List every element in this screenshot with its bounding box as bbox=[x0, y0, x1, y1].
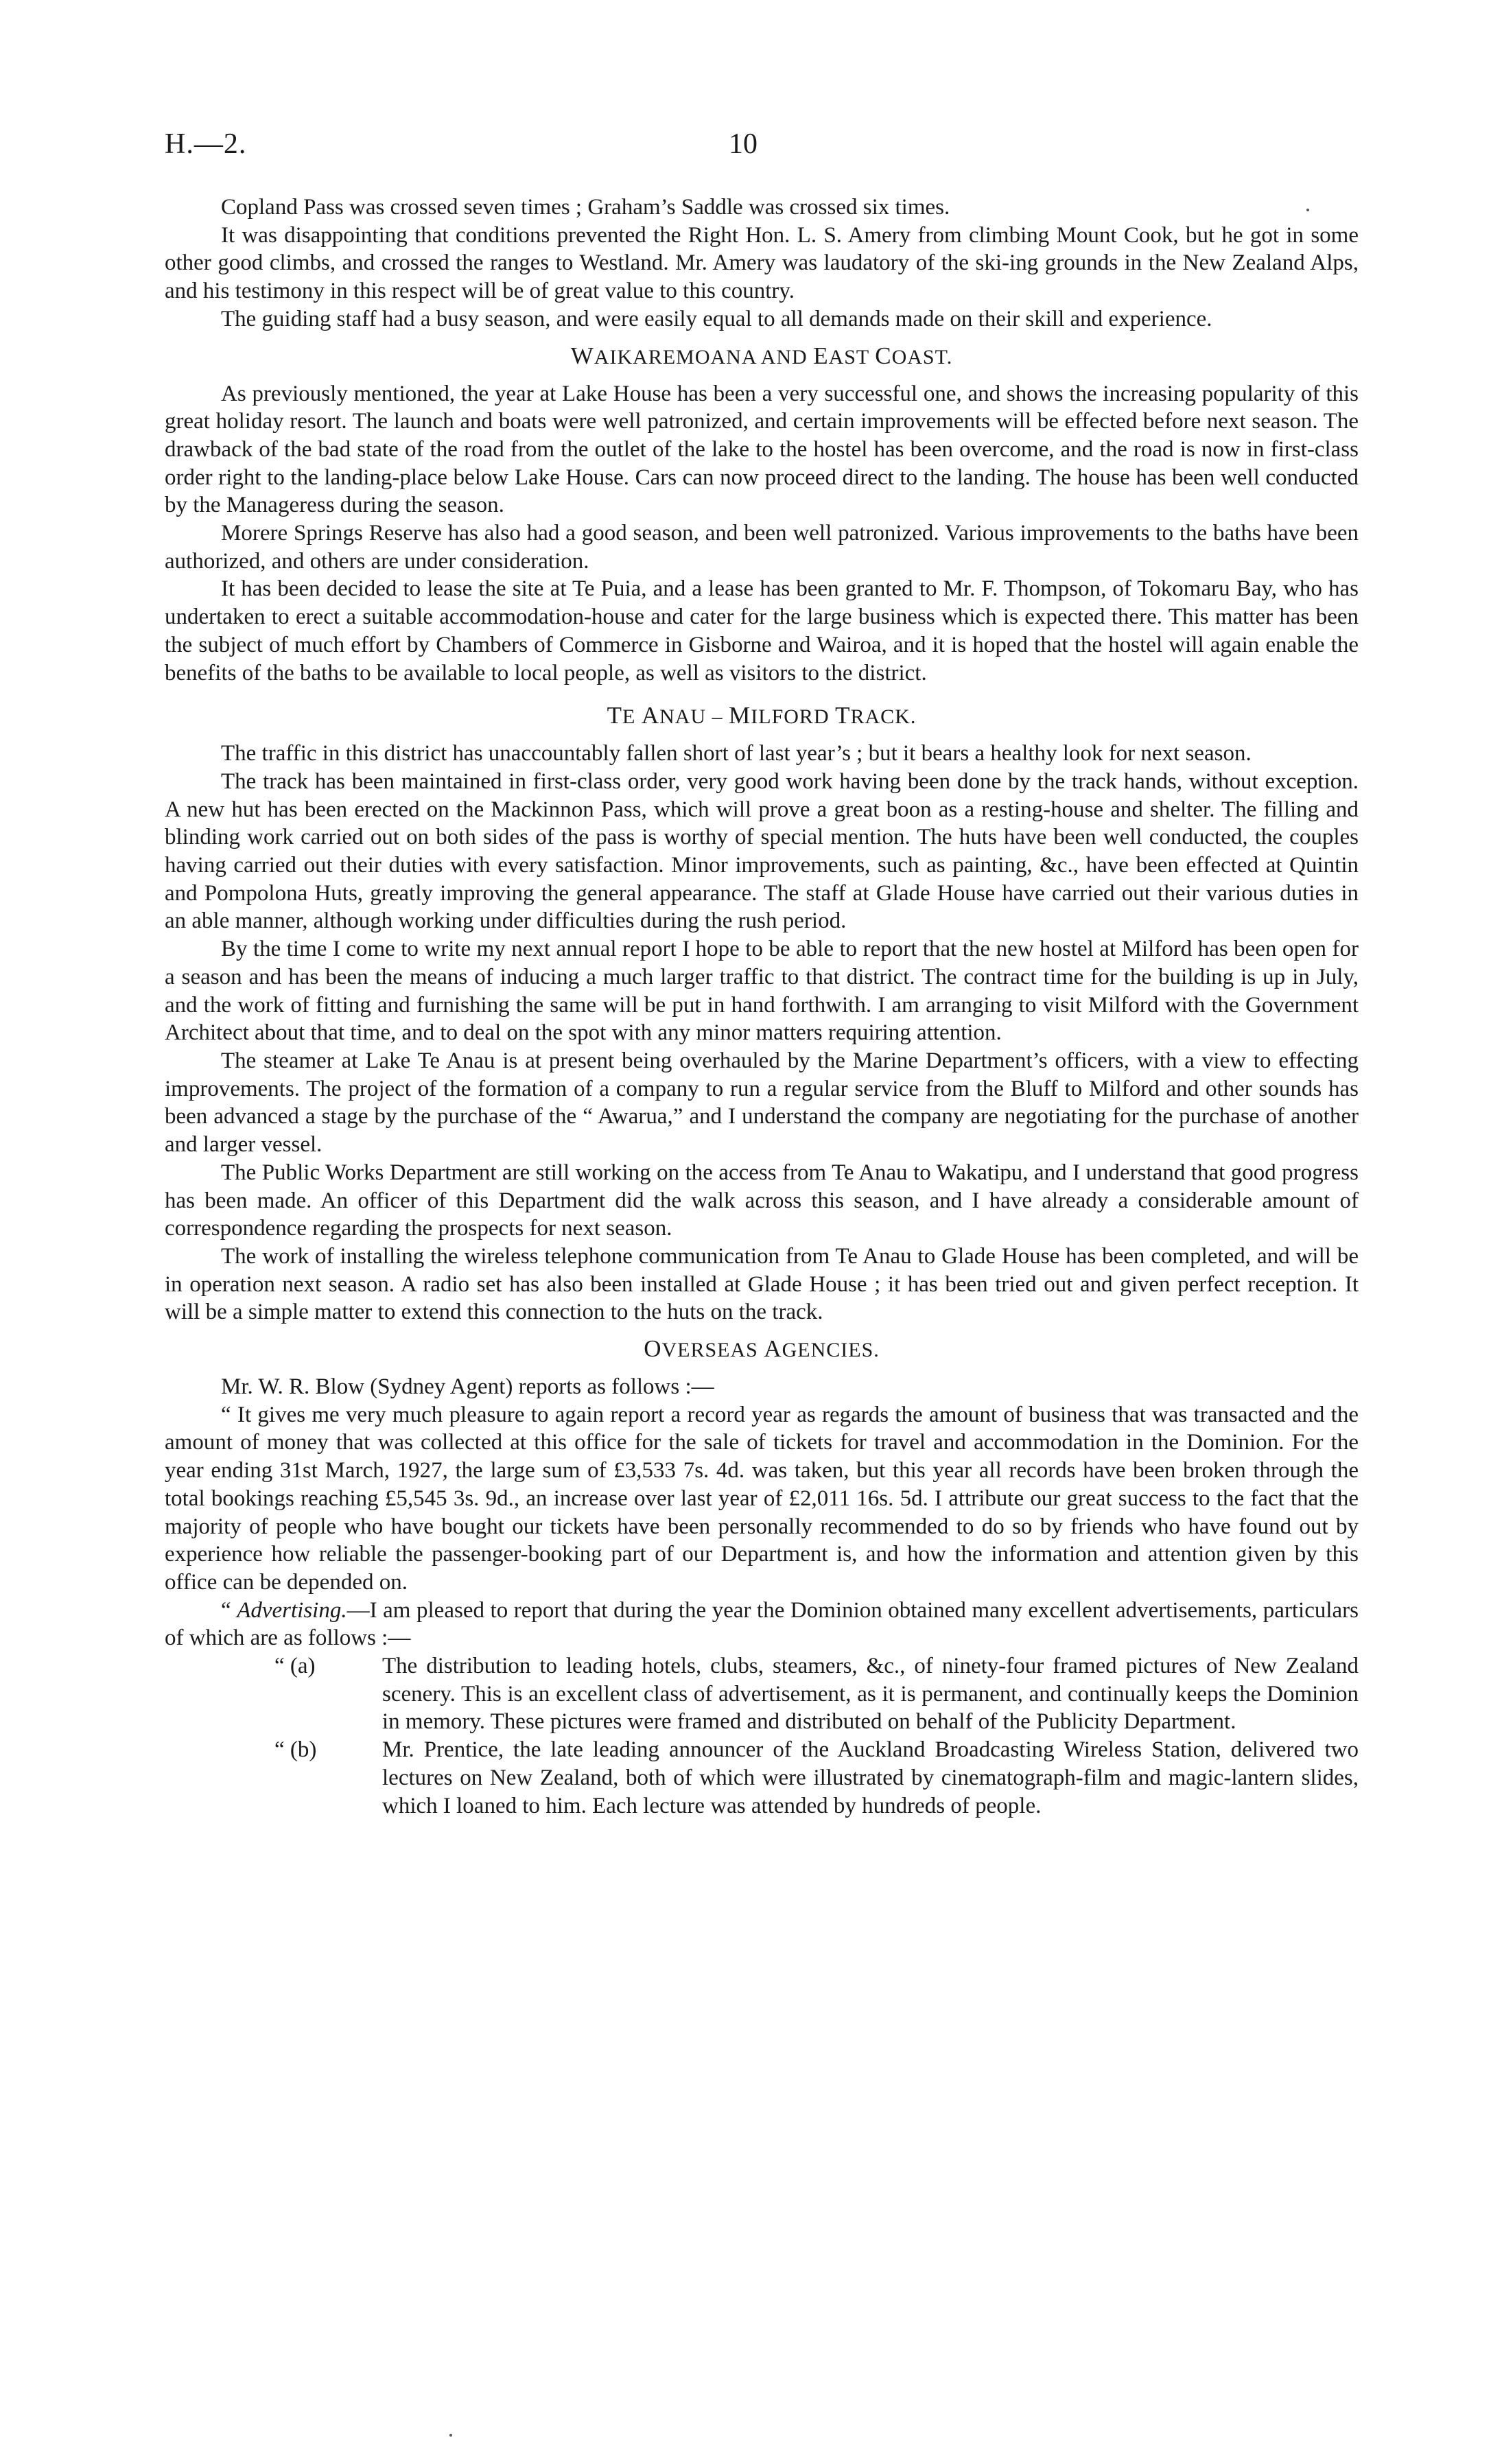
paragraph: Copland Pass was crossed seven times ; Graham’s Saddle was crossed six times. bbox=[221, 195, 950, 220]
list-item-a bbox=[165, 1652, 1359, 1736]
page-number: 10 bbox=[729, 128, 758, 160]
list-item-text: Mr. Prentice, the late leading announcer of the Auckland Broadcasting Wireless Station, delivered two lectures on New Zealand, both of which were illustrated by cinematograph-film and magic-lantern slides, which I loaned to him. Each lecture was attended by hundreds of people. bbox=[382, 1737, 1359, 1818]
section-heading-waikaremoana: WAIKAREMOANA AND EAST COAST. bbox=[570, 342, 953, 369]
paragraph: The track has been maintained in first-class order, very good work having been done by the track hands, without exception. A new hut has been erected on the Mackinnon Pass, which will prove a great boon as a resting-house and shelter. The filling and blinding work carried out on both sides of the pass is worthy of special mention. The huts have been well conducted, the couples having carried out their duties with every satisfaction. Minor improvements, such as painting, &c., have been effected at Quintin and Pompolona Huts, greatly improving the general appearance. The staff at Glade House have carried out their various duties in an able manner, although working under difficulties during the rush period. bbox=[165, 768, 1359, 934]
paragraph: Mr. W. R. Blow (Sydney Agent) reports as follows :— bbox=[221, 1374, 714, 1400]
page-body bbox=[165, 193, 1359, 1820]
paragraph: “ It gives me very much pleasure to again report a record year as regards the amount of business that was transacted and the amount of money that was collected at this office for the sale of tickets for travel and accommodation in the Dominion. For the year ending 31st March, 1927, the large sum of £3,533 7s. 4d. was taken, but this year all records have been broken through the total bookings reaching £5,545 3s. 9d., an increase over last year of £2,011 16s. 5d. I attribute our great success to the fact that the majority of people who have bought our tickets have been personally recommended to do so by friends who have found out by experience how reliable the passenger-booking part of our Department is, and how the information and attention given by this office can be depended on. bbox=[165, 1402, 1359, 1595]
section-heading-overseas: OVERSEAS AGENCIES. bbox=[644, 1335, 880, 1363]
paragraph: The work of installing the wireless telephone communication from Te Anau to Glade House has been completed, and will be in operation next season. A radio set has also been installed at Glade House ; it has been tried out and given perfect reception. It will be a simple matter to extend this connection to the huts on the track. bbox=[165, 1243, 1359, 1325]
paragraph: It was disappointing that conditions prevented the Right Hon. L. S. Amery from climbing Mount Cook, but he got in some other good climbs, and crossed the ranges to Westland. Mr. Amery was laudatory of the ski-ing grounds in the New Zealand Alps, and his testimony in this respect will be of great value to this country. bbox=[165, 222, 1359, 304]
scan-speck bbox=[1306, 209, 1309, 211]
list-item-text: The distribution to leading hotels, clubs, steamers, &c., of ninety-four framed pictures of New Zealand scenery. This is an excellent class of advertisement, as it is permanent, and continually keeps the Dominion in memory. These pictures were framed and distributed on behalf of the Publicity Department. bbox=[382, 1654, 1359, 1735]
paragraph: The Public Works Department are still working on the access from Te Anau to Wakatipu, and I understand that good progress has been made. An officer of this Department did the walk across this season, and I have already a considerable amount of correspondence regarding the prospects for next season. bbox=[165, 1160, 1359, 1241]
list-item-label: “ (b) bbox=[274, 1737, 317, 1763]
list-item-label: “ (a) bbox=[274, 1654, 316, 1679]
paragraph: The traffic in this district has unaccountably fallen short of last year’s ; but it bears a healthy look for next season. bbox=[221, 741, 1252, 766]
paragraph: By the time I come to write my next annual report I hope to be able to report that the new hostel at Milford has been open for a season and has been the means of inducing a much larger traffic to that district. The contract time for the building is up in July, and the work of fitting and furnishing the same will be put in hand forthwith. I am arranging to visit Milford with the Government Architect about that time, and to deal on the spot with any minor matters requiring attention. bbox=[165, 937, 1359, 1046]
paragraph: As previously mentioned, the year at Lake House has been a very successful one, and shows the increasing popularity of this great holiday resort. The launch and boats were well patronized, and certain improvements will be effected before next season. The drawback of the bad state of the road from the outlet of the lake to the hostel has been overcome, and the road is now in first-class order right to the landing-place below Lake House. Cars can now proceed direct to the landing. The house has been well conducted by the Manageress during the season. bbox=[165, 381, 1359, 518]
scan-speck bbox=[449, 2434, 452, 2437]
section-heading-te-anau: TE ANAU – MILFORD TRACK. bbox=[607, 702, 917, 729]
paragraph: The guiding staff had a busy season, and were easily equal to all demands made on their skill and experience. bbox=[221, 306, 1212, 331]
paragraph: The steamer at Lake Te Anau is at present being overhauled by the Marine Department’s officers, with a view to effecting improvements. The project of the formation of a company to run a regular service from the Bluff to Milford and other sounds has been advanced a stage by the purchase of the “ Awarua,” and I understand the company are negotiating for the purchase of another and larger vessel. bbox=[165, 1048, 1359, 1158]
list-item-b bbox=[165, 1736, 1359, 1820]
advertising-subheading: Advertising. bbox=[237, 1597, 347, 1623]
document-reference: H.—2. bbox=[165, 128, 247, 160]
paragraph: Morere Springs Reserve has also had a good season, and been well patronized. Various improvements to the baths have been authorized, and others are under consideration. bbox=[165, 521, 1359, 574]
paragraph: “ Advertising.—I am pleased to report that during the year the Dominion obtained many excellent advertisements, particulars of which are as follows :— bbox=[165, 1597, 1359, 1651]
paragraph: It has been decided to lease the site at Te Puia, and a lease has been granted to Mr. F. Thompson, of Tokomaru Bay, who has undertaken to erect a suitable accommodation-house and cater for the large business which is expected there. This matter has been the subject of much effort by Chambers of Commerce in Gisborne and Wairoa, and it is hoped that the hostel will again enable the benefits of the baths to be available to local people, as well as visitors to the district. bbox=[165, 576, 1359, 685]
